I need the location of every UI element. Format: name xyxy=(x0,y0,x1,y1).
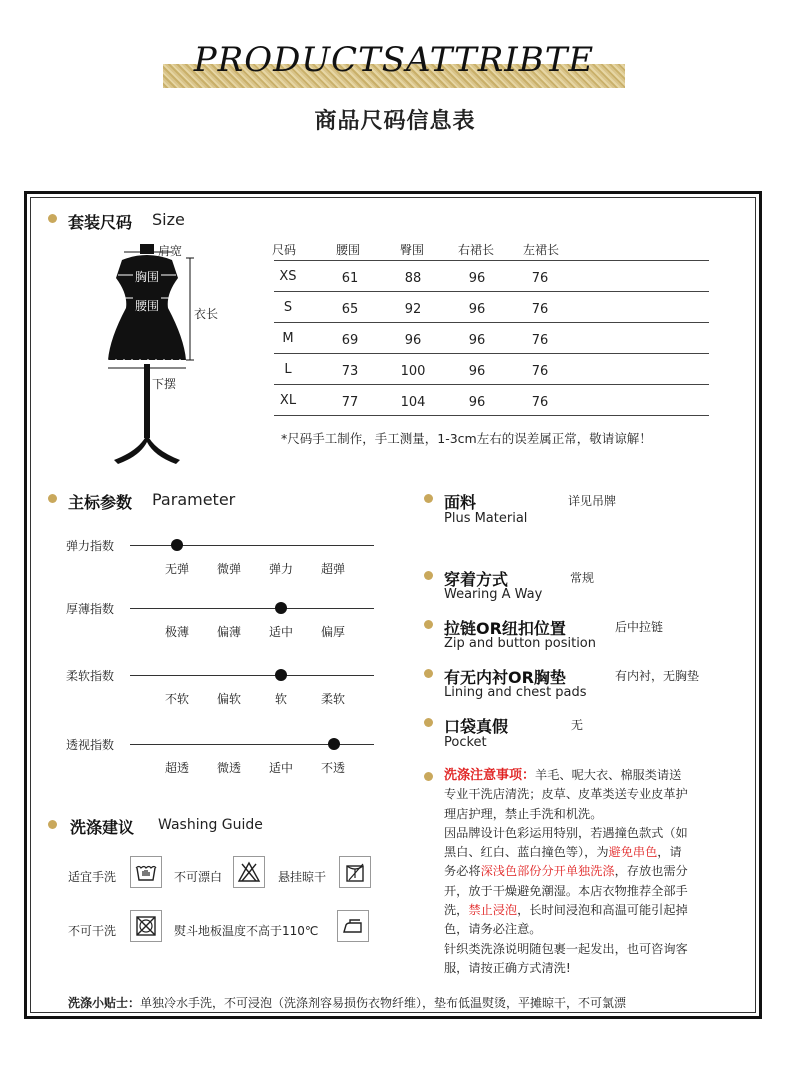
wash-line: 羊毛、呢大衣、棉服类请送 xyxy=(535,768,682,782)
scale-option: 偏薄 xyxy=(216,625,241,639)
scale-knob[interactable] xyxy=(275,602,287,614)
scale-label: 厚薄指数 xyxy=(66,602,115,616)
cell-size: L xyxy=(284,362,292,377)
cell-hip: 96 xyxy=(404,333,422,348)
wash-item-label: 适宜手洗 xyxy=(68,870,117,884)
scale-option: 超弹 xyxy=(320,562,345,576)
attr-title-cn: 穿着方式 xyxy=(444,570,509,589)
hand-wash-icon xyxy=(130,856,162,888)
no-bleach-icon xyxy=(233,856,265,888)
mannequin-illustration xyxy=(100,238,230,468)
bullet-dot xyxy=(424,772,433,781)
chest-label: 胸围 xyxy=(135,270,160,284)
cell-waist: 77 xyxy=(341,395,359,410)
scale-knob[interactable] xyxy=(171,539,183,551)
table-divider xyxy=(274,353,709,354)
cell-waist: 73 xyxy=(341,364,359,379)
param-title-cn: 主标参数 xyxy=(68,493,133,512)
scale-knob[interactable] xyxy=(328,738,340,750)
attr-title-cn: 面料 xyxy=(444,493,477,512)
cell-right-length: 96 xyxy=(468,271,486,286)
cell-waist: 61 xyxy=(341,271,359,286)
wash-line: 服，请按正确方式清洗! xyxy=(444,960,571,975)
scale-option: 软 xyxy=(274,692,287,706)
wash-line: 务必将 xyxy=(444,864,481,879)
bullet-dot xyxy=(424,718,433,727)
wash-line: 因品牌设计色彩运用特别，若遇撞色款式（如 xyxy=(444,825,688,840)
table-divider xyxy=(274,260,709,261)
scale-option: 柔软 xyxy=(320,692,345,706)
wash-warning: 禁止浸泡 xyxy=(468,903,518,918)
scale-option: 不软 xyxy=(164,692,189,706)
wash-line: ，请 xyxy=(657,845,682,860)
table-divider xyxy=(274,291,709,292)
attr-title-cn: 有无内衬OR胸垫 xyxy=(444,668,566,687)
scale-label: 弹力指数 xyxy=(66,539,115,553)
washing-title-en: Washing Guide xyxy=(158,817,263,833)
hang-dry-icon xyxy=(339,856,371,888)
attr-value: 常规 xyxy=(570,571,595,585)
bullet-dot xyxy=(424,494,433,503)
wash-line: 洗， xyxy=(444,903,469,918)
cell-hip: 92 xyxy=(404,302,422,317)
param-title-en: Parameter xyxy=(152,490,236,509)
attr-value: 详见吊牌 xyxy=(568,494,617,508)
col-header-right-length: 右裙长 xyxy=(458,243,495,257)
scale-option: 无弹 xyxy=(164,562,189,576)
scale-label: 透视指数 xyxy=(66,738,115,752)
cell-left-length: 76 xyxy=(531,302,549,317)
attr-title-en: Wearing A Way xyxy=(444,587,543,602)
scale-option: 适中 xyxy=(268,625,293,639)
cell-left-length: 76 xyxy=(531,395,549,410)
wash-line: 专业干洗店清洗；皮草、皮革类送专业皮革护 xyxy=(444,787,688,802)
scale-label: 柔软指数 xyxy=(66,669,115,683)
wash-line: ，长时间浸泡和高温可能引起掉 xyxy=(517,903,688,918)
col-header-left-length: 左裙长 xyxy=(523,243,560,257)
scale-option: 适中 xyxy=(268,761,293,775)
bullet-dot xyxy=(424,620,433,629)
wash-item-label: 悬挂晾干 xyxy=(278,870,327,884)
scale-option: 弹力 xyxy=(268,562,293,576)
wash-line: 色，请务必注意。 xyxy=(444,922,542,937)
wash-line: 针织类洗涤说明随包裹一起发出，也可咨询客 xyxy=(444,941,688,956)
bullet-dot xyxy=(48,494,57,503)
wash-tip-label: 洗涤小贴士： xyxy=(68,996,141,1010)
chinese-title: 商品尺码信息表 xyxy=(314,108,476,134)
attr-title-en: Pocket xyxy=(444,735,487,750)
cell-size: S xyxy=(283,300,293,315)
bullet-dot xyxy=(424,669,433,678)
bullet-dot xyxy=(48,214,57,223)
table-divider xyxy=(274,322,709,323)
scale-option: 不透 xyxy=(320,761,345,775)
scale-option: 微弹 xyxy=(216,562,241,576)
attr-value: 无 xyxy=(571,718,584,732)
scale-option: 极薄 xyxy=(164,625,189,639)
cell-hip: 100 xyxy=(400,364,426,379)
cell-waist: 65 xyxy=(341,302,359,317)
wash-line: 开，放于干燥避免潮湿。本店衣物推荐全部手 xyxy=(444,883,688,898)
attr-title-cn: 拉链OR纽扣位置 xyxy=(444,619,566,638)
scale-line xyxy=(130,608,374,609)
scale-option: 微透 xyxy=(216,761,241,775)
table-divider xyxy=(274,384,709,385)
wash-warning: 深浅色部份分开单独洗涤 xyxy=(480,864,615,879)
cell-right-length: 96 xyxy=(468,302,486,317)
length-label: 衣长 xyxy=(194,307,219,321)
cell-size: M xyxy=(282,331,294,346)
wash-item-label: 不可干洗 xyxy=(68,924,117,938)
scale-option: 偏厚 xyxy=(320,625,345,639)
wash-line: 黑白、红白、蓝白撞色等），为 xyxy=(444,845,609,860)
col-header-size: 尺码 xyxy=(272,243,297,257)
cell-hip: 88 xyxy=(404,271,422,286)
wash-line: 理店护理，禁止手洗和机洗。 xyxy=(444,806,603,821)
wash-item-label: 不可漂白 xyxy=(174,870,223,884)
no-dry-clean-icon xyxy=(130,910,162,942)
cell-left-length: 76 xyxy=(531,271,549,286)
wash-line: ，存放也需分 xyxy=(614,864,688,879)
wash-tip-text: 单独冷水手洗，不可浸泡（洗涤剂容易损伤衣物纤维），垫布低温熨烫，平摊晾干，不可氯漂 xyxy=(140,996,627,1010)
attr-title-cn: 口袋真假 xyxy=(444,717,509,736)
attr-title-en: Zip and button position xyxy=(444,636,596,651)
wash-item-label: 熨斗地板温度不高于110℃ xyxy=(174,924,319,938)
cell-right-length: 96 xyxy=(468,364,486,379)
english-title: PRODUCTSATTRIBTE xyxy=(193,40,595,80)
cell-size: XL xyxy=(279,393,297,408)
cell-hip: 104 xyxy=(400,395,426,410)
wash-tip xyxy=(68,994,626,1011)
waist-label: 腰围 xyxy=(135,299,160,313)
size-title-en: Size xyxy=(152,210,185,229)
size-note: *尺码手工制作，手工测量，1-3cm左右的误差属正常，敬请谅解！ xyxy=(281,431,652,446)
attr-value: 后中拉链 xyxy=(615,620,664,634)
cell-right-length: 96 xyxy=(468,333,486,348)
iron-icon xyxy=(337,910,369,942)
col-header-waist: 腰围 xyxy=(336,243,361,257)
wash-notes xyxy=(444,766,744,978)
shoulder-label: 肩宽 xyxy=(158,244,183,258)
washing-title-cn: 洗涤建议 xyxy=(70,818,135,837)
cell-waist: 69 xyxy=(341,333,359,348)
attr-title-en: Lining and chest pads xyxy=(444,685,587,700)
size-title-cn: 套装尺码 xyxy=(68,213,133,232)
attr-title-en: Plus Material xyxy=(444,511,528,526)
scale-line xyxy=(130,545,374,546)
cell-left-length: 76 xyxy=(531,333,549,348)
wash-warning: 避免串色 xyxy=(608,845,658,860)
bullet-dot xyxy=(48,820,57,829)
table-divider xyxy=(274,415,709,416)
bullet-dot xyxy=(424,571,433,580)
cell-size: XS xyxy=(279,269,297,284)
col-header-hip: 臀围 xyxy=(400,243,425,257)
scale-option: 偏软 xyxy=(216,692,241,706)
hem-label: 下摆 xyxy=(152,377,177,391)
attr-value: 有内衬，无胸垫 xyxy=(615,669,700,683)
scale-knob[interactable] xyxy=(275,669,287,681)
wash-notes-heading: 洗涤注意事项： xyxy=(444,768,536,783)
scale-line xyxy=(130,675,374,676)
cell-right-length: 96 xyxy=(468,395,486,410)
cell-left-length: 76 xyxy=(531,364,549,379)
scale-option: 超透 xyxy=(164,761,189,775)
